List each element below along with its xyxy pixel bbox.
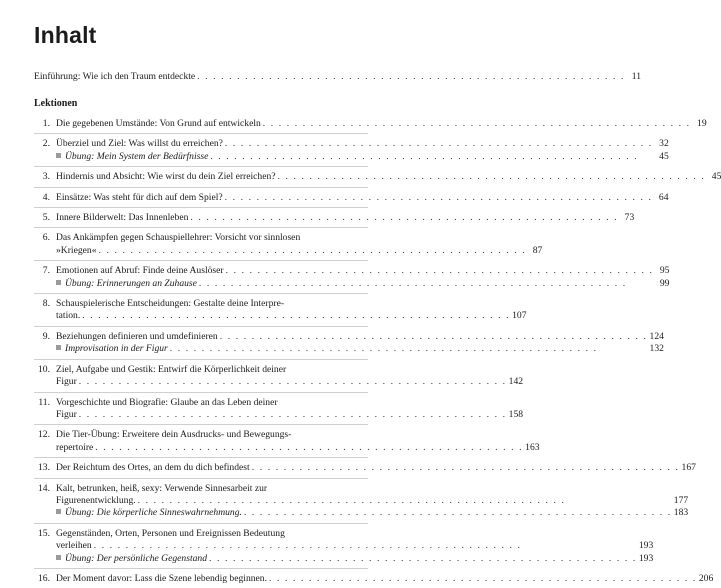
entry-text xyxy=(56,171,276,183)
entry-text-content: Figur xyxy=(56,376,77,388)
entry-body xyxy=(56,397,523,422)
entry-text xyxy=(56,138,223,150)
entry-body xyxy=(56,573,713,585)
entry-page: 183 xyxy=(673,507,689,519)
entry-number: 15. xyxy=(38,527,50,539)
entry-line xyxy=(56,265,669,277)
leader-dots: . . . . . . . . . . . . . . . . . . . . . . . . . . . . . . . . . . . . . . . . . . . . . . . . . . . . . . xyxy=(224,138,653,150)
entry-line xyxy=(56,245,542,257)
entry-body xyxy=(56,429,540,454)
toc-subentry xyxy=(56,343,664,355)
toc-entry xyxy=(34,166,721,186)
entry-line xyxy=(56,462,696,474)
entry-text xyxy=(56,397,278,409)
entry-body xyxy=(56,462,696,474)
entry-body xyxy=(56,331,664,356)
entry-line xyxy=(56,171,721,183)
entry-text xyxy=(56,507,242,519)
toc-entry xyxy=(34,326,664,359)
leader-dots: . . . . . . . . . . . . . . . . . . . . . . . . . . . . . . . . . . . . . . . . . . . . . . . . . . . . . . xyxy=(269,572,697,584)
entry-body xyxy=(56,232,542,257)
entry-text-content: Kalt, betrunken, heiß, sexy: Verwende Sinnesarbeit zur xyxy=(56,482,268,494)
leader-dots: . . . . . . . . . . . . . . . . . . . . . . . . . . . . . . . . . . . . . . . . . . . . . . . . . . . . . . xyxy=(198,277,627,289)
entry-text xyxy=(56,376,77,388)
entry-text xyxy=(56,343,168,355)
entry-text-content: Vorgeschichte und Biografie: Glaube an das Leben deiner xyxy=(56,396,278,408)
toc-entry xyxy=(34,478,689,523)
entry-page: 45 xyxy=(659,150,669,162)
leader-dots: . . . . . . . . . . . . . . . . . . . . . . . . . . . . . . . . . . . . . . . . . . . . . . . . . . . . . . xyxy=(82,310,511,322)
entry-page: 45 xyxy=(711,171,721,183)
entry-text xyxy=(56,364,286,376)
entry-text-content: repertoire xyxy=(56,441,94,453)
entry-page: 87 xyxy=(532,244,543,256)
entry-text xyxy=(56,331,218,343)
entry-text-content: tation. xyxy=(56,310,81,322)
entry-text xyxy=(56,409,77,421)
toc-entry xyxy=(34,293,527,326)
entry-line xyxy=(56,364,523,376)
entry-number: 7. xyxy=(42,265,50,277)
entry-line xyxy=(56,298,526,310)
entry-text-content: Einsätze: Was steht für dich auf dem Spiel? xyxy=(56,191,223,203)
toc-intro-entry xyxy=(34,71,642,83)
leader-dots: . . . . . . . . . . . . . . . . . . . . . . . . . . . . . . . . . . . . . . . . . . . . . . . . . . . . . . xyxy=(251,462,680,474)
leader-dots: . . . . . . . . . . . . . . . . . . . . . . . . . . . . . . . . . . . . . . . . . . . . . . . . . . . . . . xyxy=(210,150,639,162)
toc-entry xyxy=(34,523,654,568)
entry-text-content: Der Moment davor: Lass die Szene lebendig beginnen. xyxy=(56,572,268,584)
entry-page: 73 xyxy=(624,212,635,224)
entry-body xyxy=(56,118,707,130)
entry-number: 10. xyxy=(38,363,50,375)
entry-page: 193 xyxy=(638,552,654,564)
toc-entry xyxy=(34,359,524,392)
leader-dots: . . . . . . . . . . . . . . . . . . . . . . . . . . . . . . . . . . . . . . . . . . . . . . . . . . . . . . xyxy=(78,376,507,388)
entry-line xyxy=(56,409,523,421)
entry-body xyxy=(56,212,634,224)
toc-entry xyxy=(34,227,543,260)
entry-text xyxy=(56,573,267,585)
square-bullet-icon xyxy=(56,555,61,560)
entry-line xyxy=(56,192,668,204)
leader-dots: . . . . . . . . . . . . . . . . . . . . . . . . . . . . . . . . . . . . . . . . . . . . . . . . . . . . . . xyxy=(219,330,648,342)
leader-dots: . . . . . . . . . . . . . . . . . . . . . . . . . . . . . . . . . . . . . . . . . . . . . . . . . . . . . . xyxy=(78,408,507,420)
leader-dots: . . . . . . . . . . . . . . . . . . . . . . . . . . . . . . . . . . . . . . . . . . . . . . . . . . . . . . xyxy=(243,507,672,519)
square-bullet-icon xyxy=(56,345,61,350)
entry-text xyxy=(56,442,93,454)
page-title: Inhalt xyxy=(34,22,97,48)
entry-text-content: Beziehungen definieren und umdefinieren xyxy=(56,330,218,342)
entry-body xyxy=(56,483,688,520)
entry-text-content: Emotionen auf Abruf: Finde deine Auslöser xyxy=(56,265,224,277)
toc-entry xyxy=(34,114,707,133)
entry-number: 16. xyxy=(38,572,50,584)
entry-number: 5. xyxy=(42,212,50,224)
entry-text xyxy=(56,151,208,163)
entry-line xyxy=(56,138,669,150)
entry-text-content: Improvisation in der Figur xyxy=(65,343,168,355)
entry-text-content: Figur xyxy=(56,408,77,420)
entry-text xyxy=(56,118,261,130)
entry-text: Einführung: Wie ich den Traum entdeckte xyxy=(34,71,196,82)
entry-text-content: Ziel, Aufgabe und Gestik: Entwirf die Körperlichkeit deiner xyxy=(56,363,287,375)
toc-subentry xyxy=(56,507,688,519)
entry-text xyxy=(56,232,300,244)
entry-line xyxy=(56,573,713,585)
entry-text-content: Figurenentwicklung. xyxy=(56,494,136,506)
entry-text xyxy=(56,495,136,507)
entry-text-content: Übung: Erinnerungen an Zuhause xyxy=(65,277,197,289)
toc-entry xyxy=(34,133,669,166)
entry-page: 158 xyxy=(508,408,524,420)
entry-text-content: Der Reichtum des Ortes, an dem du dich befindest xyxy=(56,462,250,474)
entry-page: 99 xyxy=(659,277,670,289)
entry-body xyxy=(56,298,526,323)
entry-text-content: Schauspielerische Entscheidungen: Gestalte deine Interpre- xyxy=(56,298,285,310)
entry-text xyxy=(56,540,92,552)
entry-line xyxy=(56,528,653,540)
leader-dots: . . . . . . . . . . . . . . . . . . . . . . . . . . . . . . . . . . . . . . . . . . . . . . . . . . . . . . xyxy=(277,171,706,183)
entry-text-content: Innere Bilderwelt: Das Innenleben xyxy=(56,212,189,224)
square-bullet-icon xyxy=(56,280,61,285)
toc-subentry xyxy=(56,553,653,565)
section-heading: Lektionen xyxy=(34,98,78,109)
toc-list xyxy=(34,114,721,588)
entry-text xyxy=(56,298,284,310)
entry-body xyxy=(56,171,721,183)
entry-number: 3. xyxy=(42,171,50,183)
toc-entry xyxy=(34,568,714,588)
entry-page: 32 xyxy=(659,138,669,150)
toc-entry xyxy=(34,392,524,425)
entry-text xyxy=(56,462,250,474)
entry-body xyxy=(56,138,669,163)
toc-subentry xyxy=(56,151,669,163)
entry-number: 9. xyxy=(42,330,50,342)
entry-line xyxy=(56,540,653,552)
leader-dots: . . . . . . . . . . . . . . . . . . . . . . . . . . . . . . . . . . . . . . . . . . . . . . . . . . . . . . xyxy=(98,244,527,256)
entry-page: 206 xyxy=(698,572,714,584)
entry-line xyxy=(56,429,540,441)
entry-number: 12. xyxy=(38,429,50,441)
entry-text-content: Das Ankämpfen gegen Schauspiellehrer: Vorsicht vor sinnlosen xyxy=(56,232,301,244)
leader-dots: . . . . . . . . . . . . . . . . . . . . . . . . . . . . . . . . . . . . . . . . . . . . . . . . . . . . . . xyxy=(190,212,619,224)
leader-dots: . . . . . . . . . . . . . . . . . . . . . . . . . . . . . . . . . . . . . . . . . . . . . . . . . . . . . . xyxy=(95,441,524,453)
entry-page: 64 xyxy=(658,191,669,203)
entry-number: 11. xyxy=(38,396,50,408)
entry-line xyxy=(56,397,523,409)
entry-text xyxy=(56,192,223,204)
entry-text-content: Gegenständen, Orten, Personen und Ereignissen Bedeutung xyxy=(56,527,285,539)
entry-page: 132 xyxy=(649,343,664,355)
entry-text-content: Überziel und Ziel: Was willst du erreichen? xyxy=(56,138,223,150)
entry-line xyxy=(56,232,542,244)
leader-dots: . . . . . . . . . . . . . . . . . . . . . . . . . . . . . . . . . . . . . . . . . . . . . . . . . . . . . . xyxy=(225,265,654,277)
entry-text xyxy=(56,265,224,277)
entry-number: 4. xyxy=(42,191,50,203)
leader-dots: . . . . . . . . . . . . . . . . . . . . . . . . . . . . . . . . . . . . . . . . . . . . . . . . . . . . . . xyxy=(209,552,637,564)
entry-page: 19 xyxy=(697,118,707,129)
square-bullet-icon xyxy=(56,509,61,514)
toc-subentry xyxy=(56,278,669,290)
entry-text-content: Hindernis und Absicht: Wie wirst du dein Ziel erreichen? xyxy=(56,171,276,183)
entry-line xyxy=(56,331,664,343)
entry-line xyxy=(56,376,523,388)
toc-entry xyxy=(34,187,669,207)
entry-text xyxy=(56,278,197,290)
leader-dots: . . . . . . . . . . . . . . . . . . . . . . . . . . . . . . . . . . . . . . . . . . . . . . . . . . . . . . xyxy=(262,118,691,129)
toc-entry xyxy=(34,424,540,457)
entry-text-content: »Kriegen« xyxy=(56,244,97,256)
toc-entry xyxy=(34,207,635,227)
entry-line xyxy=(56,212,634,224)
entry-page: 142 xyxy=(508,376,524,388)
entry-body xyxy=(56,528,653,565)
entry-line xyxy=(56,483,688,495)
leader-dots: . . . . . . . . . . . . . . . . . . . . . . . . . . . . . . . . . . . . . . . . . . . . . . . . . . . . . . xyxy=(93,540,522,552)
entry-line xyxy=(56,310,526,322)
entry-page: 95 xyxy=(659,265,670,277)
entry-text xyxy=(56,429,291,441)
entry-text-content: Übung: Die körperliche Sinneswahrnehmung. xyxy=(65,507,242,519)
square-bullet-icon xyxy=(56,153,61,158)
entry-text xyxy=(56,553,207,565)
entry-text xyxy=(56,528,285,540)
entry-page: 167 xyxy=(681,462,696,474)
entry-text-content: verleihen xyxy=(56,540,92,552)
entry-line xyxy=(56,118,707,130)
entry-number: 13. xyxy=(38,462,50,474)
toc-entry xyxy=(34,260,670,293)
entry-page: 177 xyxy=(673,494,689,506)
entry-body xyxy=(56,364,523,389)
entry-text-content: Übung: Mein System der Bedürfnisse xyxy=(65,150,209,162)
entry-number: 1. xyxy=(42,118,50,129)
entry-text xyxy=(56,310,80,322)
entry-text xyxy=(56,483,267,495)
leader-dots: . . . . . . . . . . . . . . . . . . . . . . . . . . . . . . . . . . . . . . . . . . . . . . . . . . . . . . xyxy=(224,191,653,203)
entry-number: 6. xyxy=(42,232,50,244)
leader-dots: . . . . . . . . . . . . . . . . . . . . . . . . . . . . . . . . . . . . . . . . . . . . . . . . . . . . . . xyxy=(197,71,626,82)
entry-line xyxy=(56,442,540,454)
entry-page: 193 xyxy=(638,540,654,552)
entry-page: 11 xyxy=(631,71,642,82)
entry-body xyxy=(56,192,668,204)
entry-number: 8. xyxy=(42,298,50,310)
entry-text-content: Übung: Der persönliche Gegenstand xyxy=(65,552,208,564)
entry-page: 107 xyxy=(512,310,527,322)
entry-text-content: Die gegebenen Umstände: Von Grund auf entwickeln xyxy=(56,118,261,129)
entry-text xyxy=(56,245,97,257)
leader-dots: . . . . . . . . . . . . . . . . . . . . . . . . . . . . . . . . . . . . . . . . . . . . . . . . . . . . . . xyxy=(169,343,598,355)
entry-number: 2. xyxy=(42,138,50,150)
entry-text xyxy=(56,212,188,224)
entry-line xyxy=(56,495,688,507)
entry-text-content: Die Tier-Übung: Erweitere dein Ausdrucks- und Bewegungs- xyxy=(56,429,292,441)
entry-body xyxy=(56,265,669,290)
leader-dots: . . . . . . . . . . . . . . . . . . . . . . . . . . . . . . . . . . . . . . . . . . . . . . . . . . . . . . xyxy=(137,494,566,506)
entry-number: 14. xyxy=(38,482,50,494)
entry-page: 163 xyxy=(525,441,540,453)
entry-page: 124 xyxy=(649,330,664,342)
toc-entry xyxy=(34,457,696,477)
